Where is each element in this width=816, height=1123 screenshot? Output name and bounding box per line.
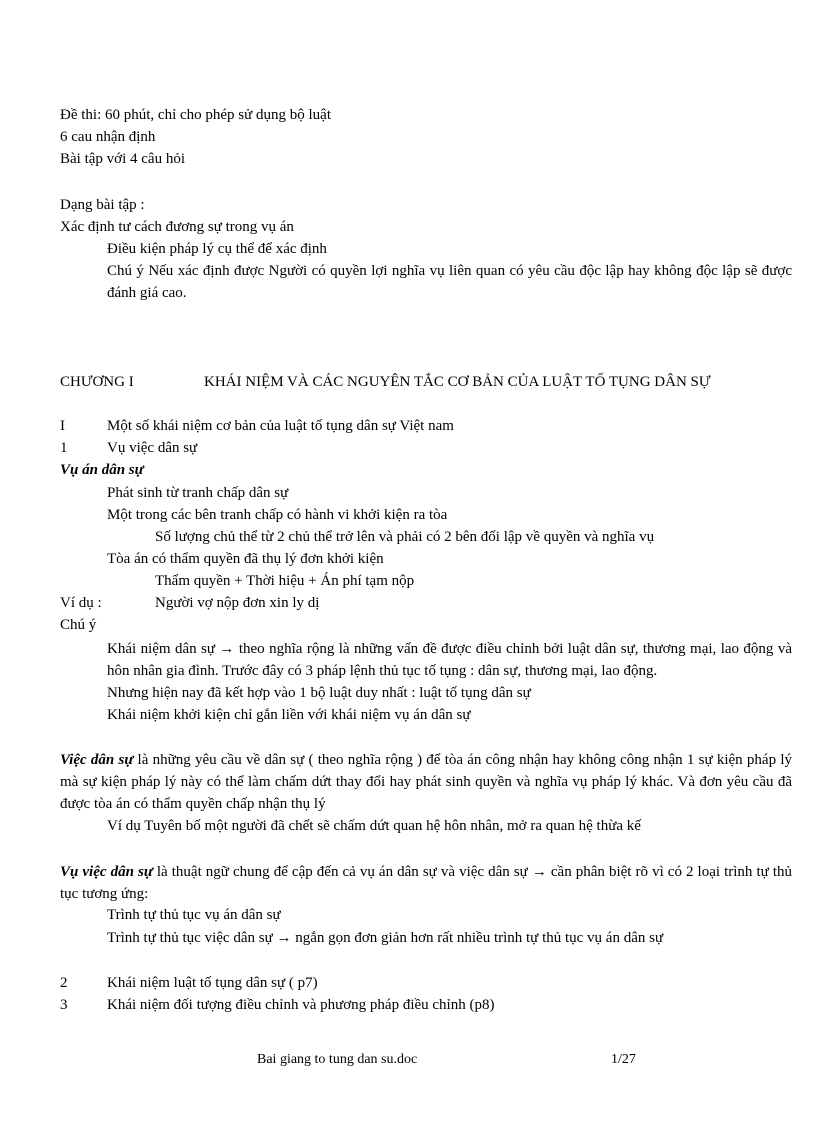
subsection-number: 1 xyxy=(60,440,68,456)
note-label: Chú ý xyxy=(60,617,97,633)
vu-an-line-1: Phát sinh từ tranh chấp dân sự xyxy=(107,485,289,501)
vu-an-heading: Vụ án dân sự xyxy=(60,462,144,478)
vu-an-line-5: Thẩm quyền + Thời hiệu + Án phí tạm nộp xyxy=(155,573,415,589)
footer-page-number: 1/27 xyxy=(611,1052,636,1067)
section-number: I xyxy=(60,418,65,434)
item-2-text: Khái niệm luật tố tụng dân sự ( p7) xyxy=(107,975,318,991)
note-paragraph-3: Khái niệm khởi kiện chỉ gắn liền với khái niệm vụ án dân sự xyxy=(107,707,471,723)
vu-viec-paragraph xyxy=(60,861,792,905)
exam-line-3: Bài tập với 4 câu hỏi xyxy=(60,151,185,167)
item-3-text: Khái niệm đối tượng điều chỉnh và phương pháp điều chỉnh (p8) xyxy=(107,997,495,1013)
viec-dan-su-paragraph xyxy=(60,749,792,815)
subsection-title: Vụ việc dân sự xyxy=(107,440,198,456)
exercise-sub: Điều kiện pháp lý cụ thể để xác định xyxy=(107,241,327,257)
viec-dan-su-term: Việc dân sự xyxy=(60,752,134,768)
footer-filename: Bai giang to tung dan su.doc xyxy=(257,1052,418,1067)
chapter-title: KHÁI NIỆM VÀ CÁC NGUYÊN TẮC CƠ BẢN CỦA LUẬT TỐ TỤNG DÂN SỰ xyxy=(204,374,711,390)
section-title: Một số khái niệm cơ bản của luật tố tụng dân sự Việt nam xyxy=(107,418,454,434)
example-text: Người vợ nộp đơn xin ly dị xyxy=(155,595,320,611)
exam-line-1: Đề thi: 60 phút, chỉ cho phép sử dụng bộ luật xyxy=(60,107,332,123)
viec-dan-su-example: Ví dụ Tuyên bố một người đã chết sẽ chấm dứt quan hệ hôn nhân, mở ra quan hệ thừa kế xyxy=(107,818,641,834)
vu-an-line-2: Một trong các bên tranh chấp có hành vi khởi kiện ra tòa xyxy=(107,507,448,523)
item-3-number: 3 xyxy=(60,997,68,1013)
vu-viec-line-2: Trình tự thủ tục việc dân sự → ngắn gọn đơn giản hơn rất nhiều trình tự thủ tục vụ án dân sự xyxy=(107,930,664,946)
note-paragraph-2: Nhưng hiện nay đã kết hợp vào 1 bộ luật duy nhất : luật tố tụng dân sự xyxy=(107,685,531,701)
vu-an-line-3: Số lượng chủ thể từ 2 chủ thể trở lên và phải có 2 bên đối lập về quyền và nghĩa vụ xyxy=(155,529,655,545)
vu-an-line-4: Tòa án có thẩm quyền đã thụ lý đơn khởi kiện xyxy=(107,551,384,567)
vu-viec-text: là thuật ngữ chung để cập đến cả vụ án dân sự và việc dân sự → cần phân biệt rõ vì có 2 loại trình tự thủ tục tương ứng: xyxy=(60,864,792,902)
exam-line-2: 6 cau nhận định xyxy=(60,129,156,145)
exercise-item: Xác định tư cách đương sự trong vụ án xyxy=(60,219,294,235)
chapter-label: CHƯƠNG I xyxy=(60,374,134,390)
exercise-note: Chú ý Nếu xác định được Người có quyền lợi nghĩa vụ liên quan có yêu cầu độc lập hay không độc lập sẽ được đánh giá cao. xyxy=(107,263,792,301)
item-2-number: 2 xyxy=(60,975,68,991)
viec-dan-su-text: là những yêu cầu về dân sự ( theo nghĩa rộng ) để tòa án công nhận hay không công nhận 1 sự kiện pháp lý mà sự kiện pháp lý này có thể làm chấm dứt thay đổi hay phát sinh quyền và nghĩa vụ pháp lý khác. Và đơn yêu cầu đã được tòa án có thẩm quyền chấp nhận thụ lý xyxy=(60,752,792,812)
exercise-heading: Dạng bài tập : xyxy=(60,197,145,213)
note-paragraph-1: Khái niệm dân sự → theo nghĩa rộng là những vấn đề được điều chỉnh bởi luật dân sự, thương mại, lao động và hôn nhân gia đình. Trước đây có 3 pháp lệnh thủ tục tố tụng : dân sự, thương mại, lao động. xyxy=(107,641,792,679)
vu-viec-line-1: Trình tự thủ tục vụ án dân sự xyxy=(107,907,281,923)
example-label: Ví dụ : xyxy=(60,595,102,611)
vu-viec-term: Vụ việc dân sự xyxy=(60,864,153,880)
